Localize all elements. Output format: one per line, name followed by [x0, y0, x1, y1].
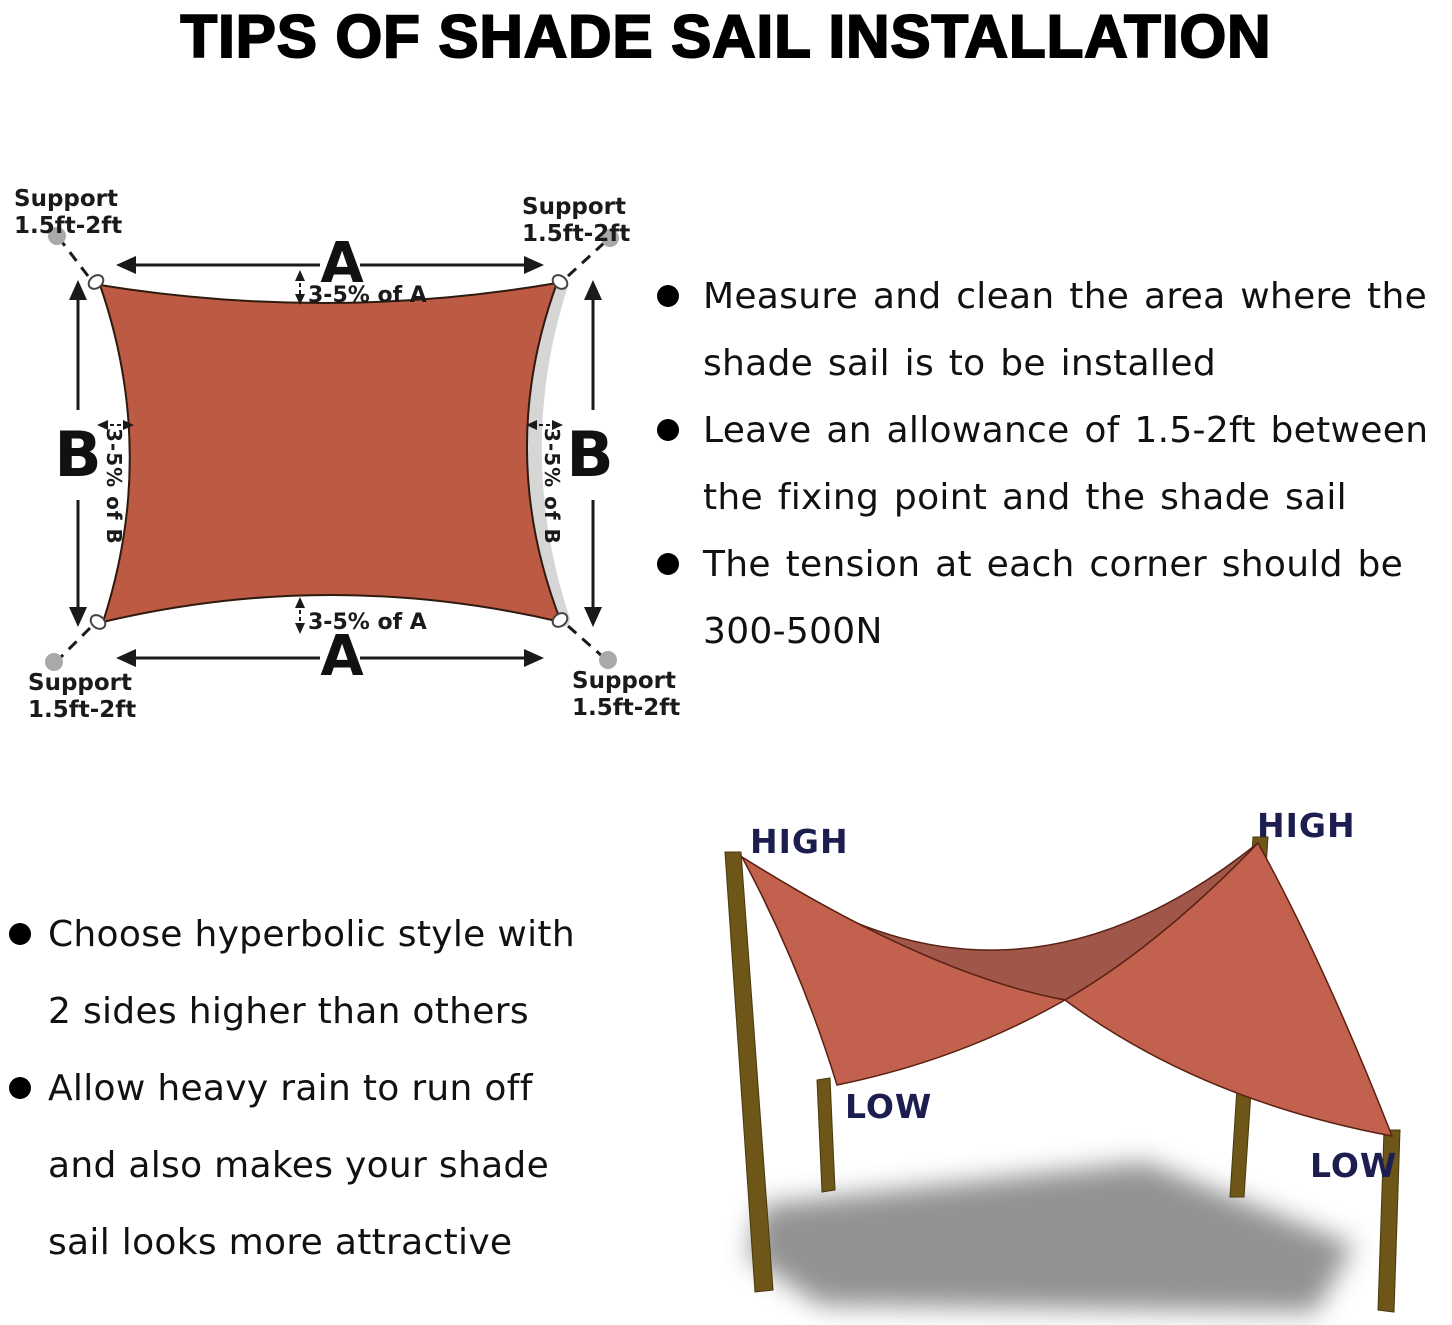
dimension-label-b-right: B [566, 418, 614, 491]
sag-label-a-top: 3-5% of A [308, 283, 427, 308]
post-high-left [725, 852, 773, 1292]
arrowhead [524, 649, 544, 667]
list-item: sail looks more attractive [48, 1222, 513, 1263]
arrowhead [584, 280, 602, 300]
high-label-right: HIGH [1257, 806, 1356, 845]
support-label-bottom-left: Support 1.5ft-2ft [28, 670, 137, 723]
style-tips-list [9, 896, 575, 1281]
list-item: and also makes your shade [48, 1145, 550, 1186]
support-label-top-left: Support 1.5ft-2ft [14, 186, 123, 239]
support-anchor-dot [599, 651, 617, 669]
bullet-icon [657, 419, 679, 441]
arrowhead [69, 607, 87, 627]
low-label-right: LOW [1310, 1146, 1398, 1185]
page-title: TIPS OF SHADE SAIL INSTALLATION [180, 3, 1272, 70]
arrowhead [295, 623, 305, 634]
list-item: Measure and clean the area where the [655, 263, 1428, 330]
sag-label-b-right: 3-5% of B [540, 428, 564, 545]
sail-front-right-lobe [1065, 843, 1392, 1136]
arrowhead [295, 270, 305, 281]
support-anchor-dot [45, 653, 63, 671]
support-label-bottom-right: Support 1.5ft-2ft [572, 668, 681, 721]
installation-tips-list [655, 263, 1428, 665]
arrowhead [116, 649, 136, 667]
arrowhead [584, 607, 602, 627]
dimension-label-a-bottom: A [320, 624, 364, 689]
list-item: the fixing point and the shade sail [703, 477, 1347, 518]
dimension-label-b-left: B [54, 418, 102, 491]
bullet-icon [9, 923, 31, 945]
list-item: 2 sides higher than others [48, 991, 529, 1032]
arrowhead [524, 256, 544, 274]
list-item: Leave an allowance of 1.5-2ft between [655, 397, 1428, 464]
list-item: Allow heavy rain to run off [9, 1050, 575, 1127]
list-item: Choose hyperbolic style with [9, 896, 575, 973]
arrowhead [295, 597, 305, 608]
high-label-left: HIGH [750, 822, 849, 861]
arrowhead [69, 280, 87, 300]
corner-bottom-right [550, 610, 617, 669]
hyperbolic-sail-illustration [640, 780, 1452, 1325]
post-low-left [817, 1078, 835, 1192]
list-item: The tension at each corner should be [655, 531, 1428, 598]
support-label-top-right: Support 1.5ft-2ft [522, 194, 631, 247]
bullet-icon [657, 553, 679, 575]
sail-shape [100, 283, 561, 622]
low-label-left: LOW [845, 1087, 933, 1126]
dimension-label-a-top: A [320, 231, 364, 296]
list-item: 300-500N [703, 611, 883, 652]
sag-label-a-bottom: 3-5% of A [308, 610, 427, 635]
sag-label-b-left: 3-5% of B [102, 428, 126, 545]
arrowhead [116, 256, 136, 274]
ground-shadow [748, 1162, 1354, 1312]
bullet-icon [9, 1077, 31, 1099]
list-item: shade sail is to be installed [703, 343, 1217, 384]
bullet-icon [657, 285, 679, 307]
